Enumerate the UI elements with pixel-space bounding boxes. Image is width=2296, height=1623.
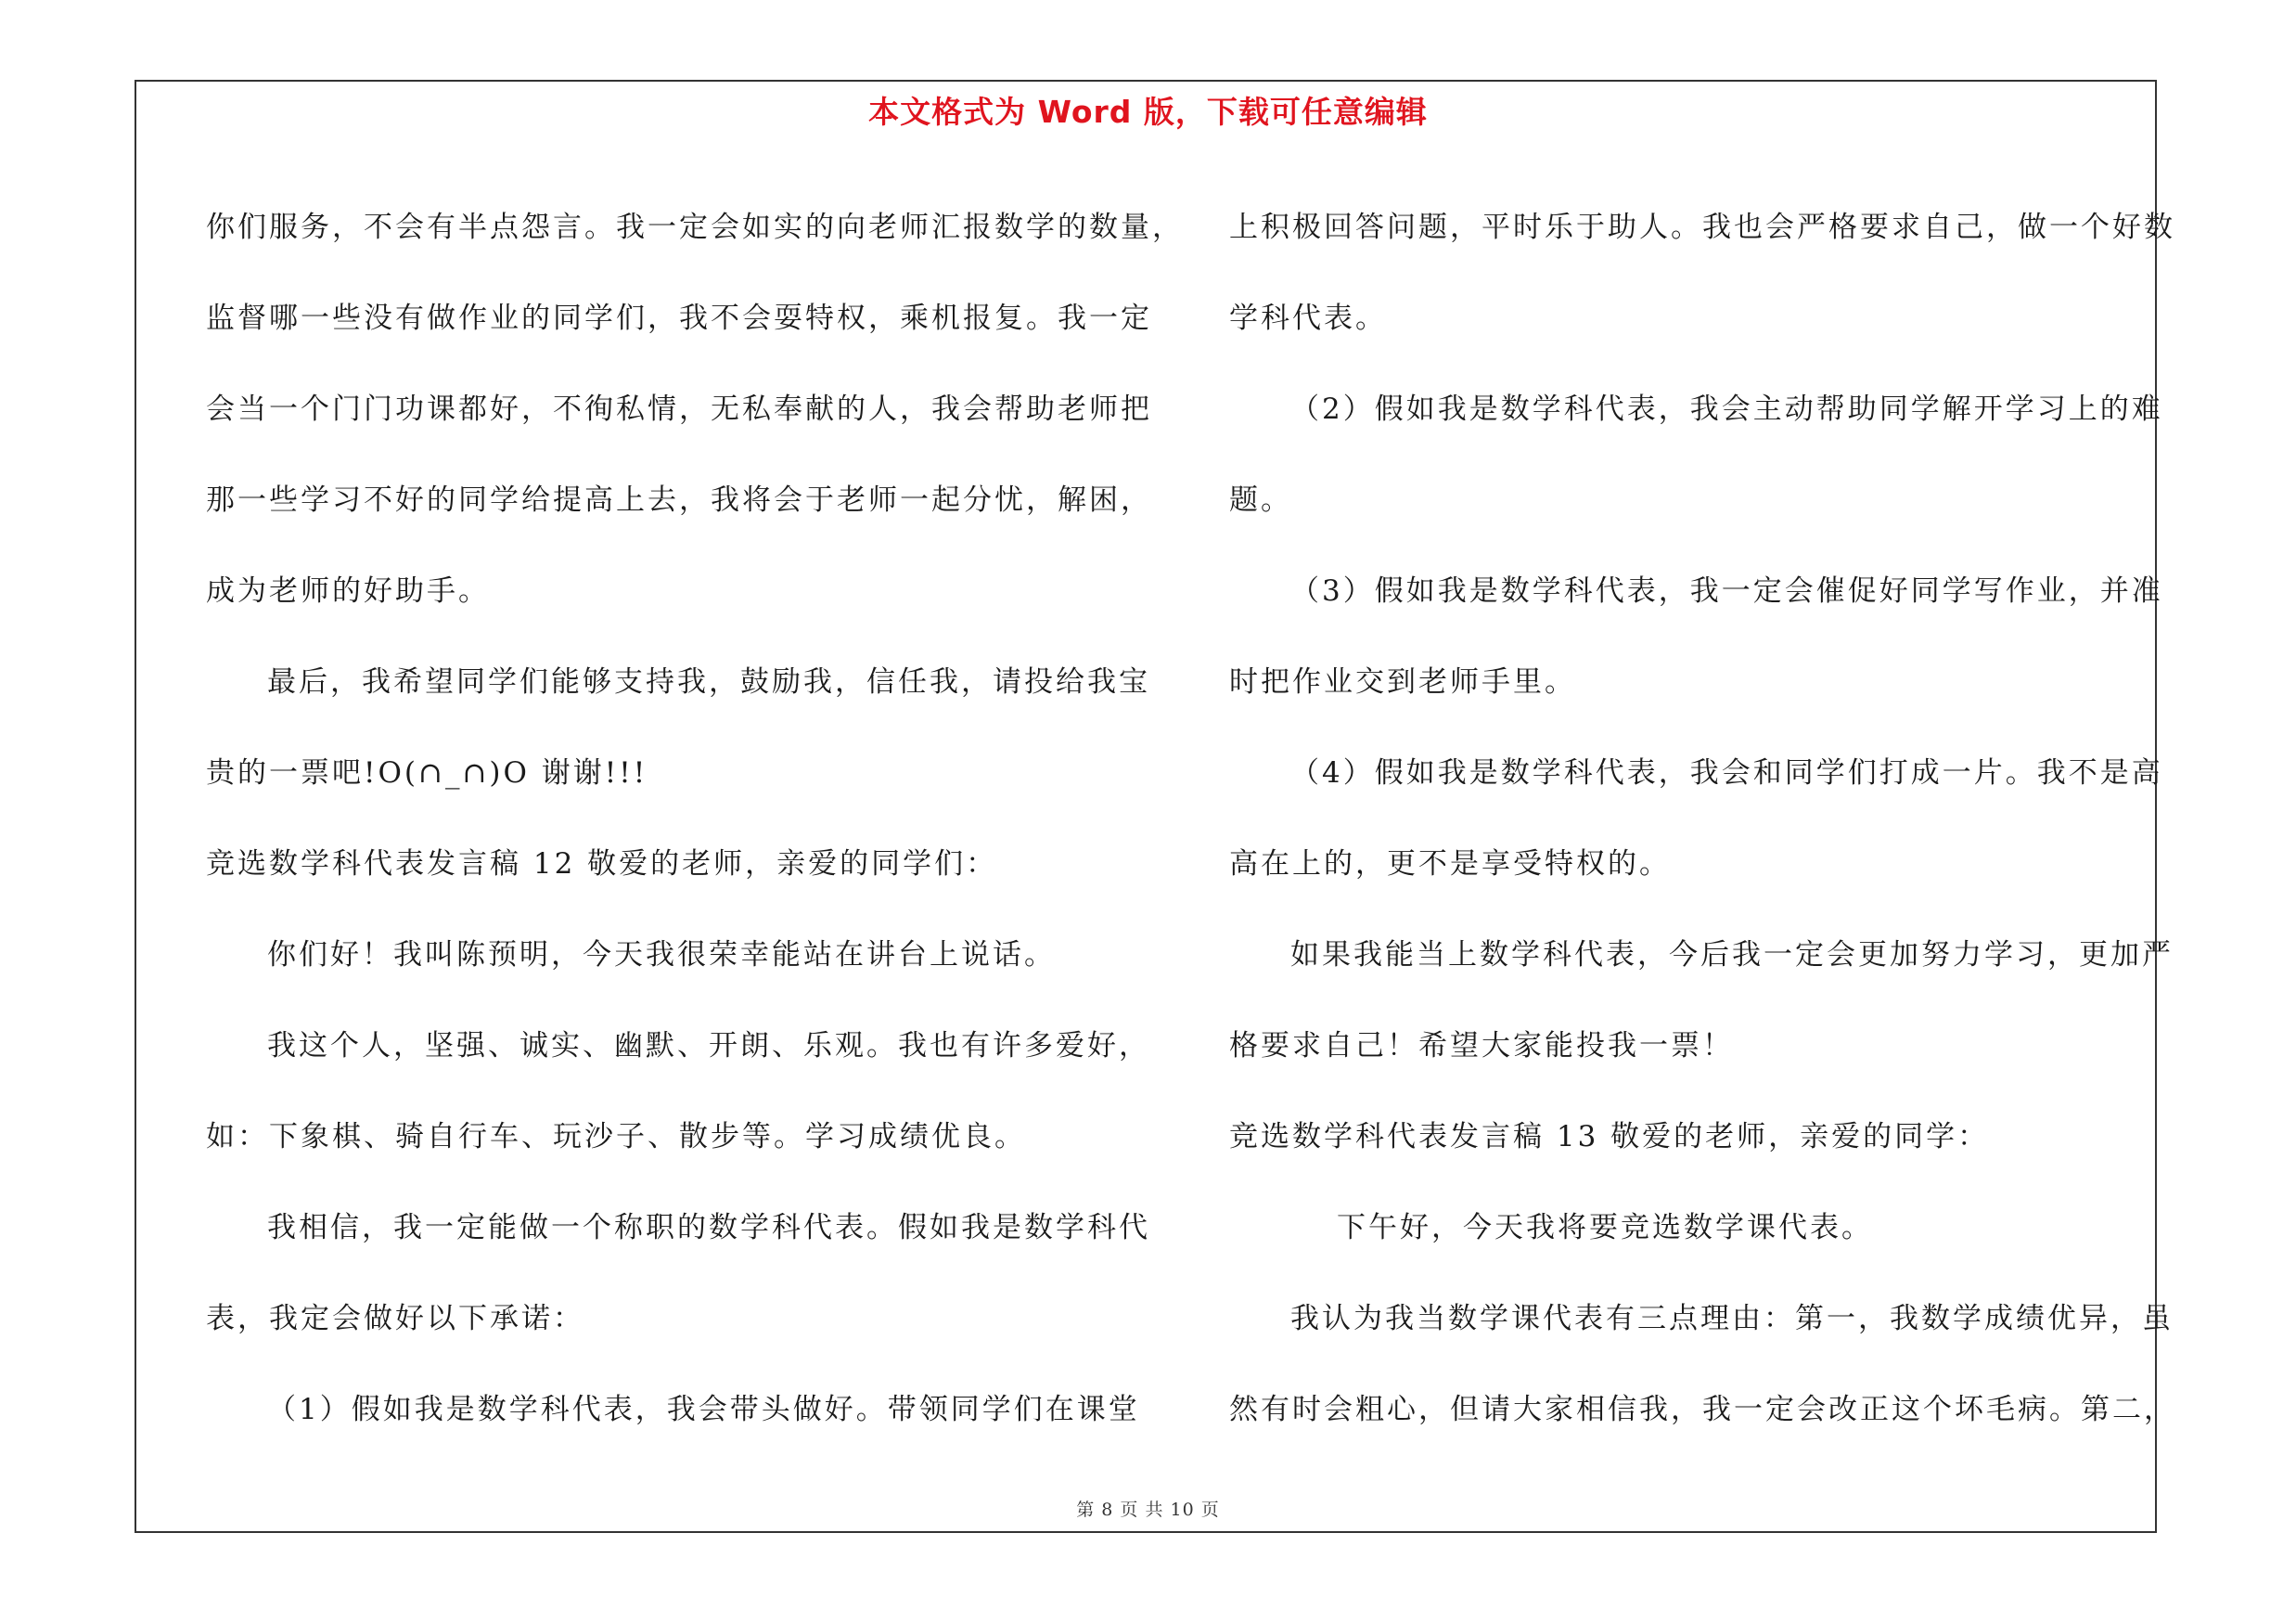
text-line: 题。	[1229, 483, 1292, 517]
text-line: （2）假如我是数学科代表，我会主动帮助同学解开学习上的难	[1290, 393, 2163, 426]
text-line: 竞选数学科代表发言稿 13 敬爱的老师，亲爱的同学：	[1229, 1120, 1990, 1153]
text-line: 时把作业交到老师手里。	[1229, 665, 1576, 699]
text-line: 监督哪一些没有做作业的同学们，我不会耍特权，乘机报复。我一定	[206, 302, 1152, 335]
text-line: 那一些学习不好的同学给提高上去，我将会于老师一起分忧，解困，	[206, 483, 1152, 517]
text-line: （1）假如我是数学科代表，我会带头做好。带领同学们在课堂	[267, 1393, 1140, 1426]
page-number-footer: 第 8 页 共 10 页	[1076, 1500, 1220, 1520]
text-line: 我这个人，坚强、诚实、幽默、开朗、乐观。我也有许多爱好，	[267, 1029, 1150, 1063]
left-text-column	[206, 182, 1184, 1455]
text-line: （4）假如我是数学科代表，我会和同学们打成一片。我不是高	[1290, 756, 2163, 790]
text-line: 竞选数学科代表发言稿 12 敬爱的老师，亲爱的同学们：	[206, 847, 998, 881]
text-line: 最后，我希望同学们能够支持我，鼓励我，信任我，请投给我宝	[267, 665, 1150, 699]
text-line: 贵的一票吧!O(∩_∩)O 谢谢!!!	[206, 756, 648, 790]
format-banner: 本文格式为 Word 版，下载可任意编辑	[868, 94, 1428, 130]
text-line: 上积极回答问题，平时乐于助人。我也会严格要求自己，做一个好数	[1229, 211, 2175, 244]
text-line: 格要求自己！希望大家能投我一票！	[1229, 1029, 1734, 1063]
text-line: 我相信，我一定能做一个称职的数学科代表。假如我是数学科代	[267, 1211, 1150, 1244]
text-line: 学科代表。	[1229, 302, 1387, 335]
text-line: 会当一个门门功课都好，不徇私情，无私奉献的人，我会帮助老师把	[206, 393, 1152, 426]
text-line: 表，我定会做好以下承诺：	[206, 1302, 584, 1335]
text-line: 高在上的，更不是享受特权的。	[1229, 847, 1671, 881]
text-line: 我认为我当数学课代表有三点理由：第一，我数学成绩优异，虽	[1290, 1302, 2174, 1335]
text-line: 如：下象棋、骑自行车、玩沙子、散步等。学习成绩优良。	[206, 1120, 1026, 1153]
text-line: 下午好，今天我将要竞选数学课代表。	[1337, 1211, 1873, 1244]
right-text-column	[1229, 182, 2175, 1455]
text-line: 你们服务，不会有半点怨言。我一定会如实的向老师汇报数学的数量，	[206, 211, 1184, 244]
text-line: （3）假如我是数学科代表，我一定会催促好同学写作业，并准	[1290, 574, 2163, 608]
text-line: 你们好！我叫陈预明，今天我很荣幸能站在讲台上说话。	[267, 938, 1056, 972]
text-line: 然有时会粗心，但请大家相信我，我一定会改正这个坏毛病。第二，	[1229, 1393, 2175, 1426]
text-line: 成为老师的好助手。	[206, 574, 490, 608]
text-line: 如果我能当上数学科代表，今后我一定会更加努力学习，更加严	[1290, 938, 2174, 972]
